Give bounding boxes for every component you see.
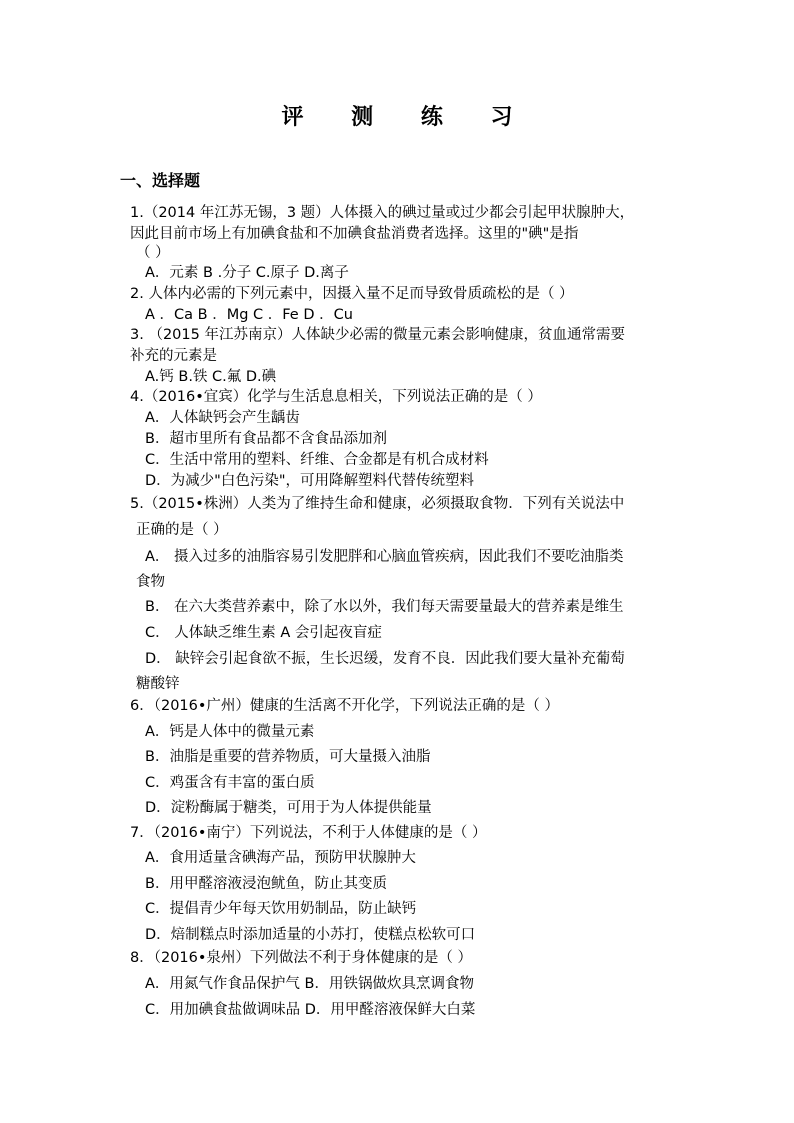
q8-options-ab: A．用氮气作食品保护气 B．用铁锅做炊具烹调食物 (145, 976, 474, 992)
q3-options: A.钙 B.铁 C.氟 D.碘 (145, 369, 277, 385)
q6-option-c: C．鸡蛋含有丰富的蛋白质 (145, 775, 315, 791)
page-title: 评 测 练 习 (281, 105, 533, 130)
q5-stem-line-1: 5.（2015•株洲）人类为了维持生命和健康，必须摄取食物．下列有关说法中 (130, 496, 625, 512)
q6-stem: 6．（2016•广州）健康的生活离不开化学，下列说法正确的是（ ） (130, 698, 560, 714)
q7-option-a: A．食用适量含碘海产品，预防甲状腺肿大 (145, 850, 416, 866)
q7-stem: 7．（2016•南宁）下列说法，不利于人体健康的是（ ） (130, 825, 487, 841)
q5-option-b: B． 在六大类营养素中，除了水以外，我们每天需要量最大的营养素是维生 (145, 599, 624, 615)
q5-option-a-line-2: 食物 (136, 574, 165, 590)
q4-option-c: C．生活中常用的塑料、纤维、合金都是有机合成材料 (145, 452, 489, 468)
q7-option-d: D．焙制糕点时添加适量的小苏打，使糕点松软可口 (145, 927, 476, 943)
q7-option-b: B．用甲醛溶液浸泡鱿鱼，防止其变质 (145, 876, 387, 892)
q2-stem: 2. 人体内必需的下列元素中，因摄入量不足而导致骨质疏松的是（ ） (130, 286, 574, 302)
q5-option-d-line-2: 糖酸锌 (136, 676, 180, 692)
q1-stem-line-2: 因此目前市场上有加碘食盐和不加碘食盐消费者选择。这里的"碘"是指 (130, 226, 579, 242)
q1-options: A．元素 B .分子 C.原子 D.离子 (145, 265, 349, 281)
q2-options: A ．Ca B ．Mg C ．Fe D ．Cu (145, 307, 353, 323)
q4-option-a: A．人体缺钙会产生龋齿 (145, 410, 300, 426)
q3-stem-line-1: 3. （2015 年江苏南京）人体缺少必需的微量元素会影响健康，贫血通常需要 (130, 327, 625, 343)
q4-option-d: D．为减少"白色污染"，可用降解塑料代替传统塑料 (145, 473, 475, 489)
q6-option-a: A．钙是人体中的微量元素 (145, 724, 315, 740)
q5-option-a-line-1: A． 摄入过多的油脂容易引发肥胖和心脑血管疾病，因此我们不要吃油脂类 (145, 549, 624, 565)
q4-option-b: B．超市里所有食品都不含食品添加剂 (145, 431, 387, 447)
q1-stem-line-1: 1.（2014 年江苏无锡，3 题）人体摄入的碘过量或过少都会引起甲状腺肿大， (130, 205, 635, 221)
q3-stem-line-2: 补充的元素是 (130, 348, 217, 364)
q4-stem: 4.（2016•宜宾）化学与生活息息相关，下列说法正确的是（ ） (130, 389, 542, 405)
q8-options-cd: C．用加碘食盐做调味品 D．用甲醛溶液保鲜大白菜 (145, 1002, 476, 1018)
q7-option-c: C．提倡青少年每天饮用奶制品，防止缺钙 (145, 901, 417, 917)
q5-option-d-line-1: D． 缺锌会引起食欲不振，生长迟缓，发育不良．因此我们要大量补充葡萄 (145, 651, 625, 667)
q6-option-d: D．淀粉酶属于糖类，可用于为人体提供能量 (145, 800, 432, 816)
q6-option-b: B．油脂是重要的营养物质，可大量摄入油脂 (145, 749, 431, 765)
q1-answer-blank: （ ） (136, 245, 170, 261)
q5-stem-line-2: 正确的是（ ） (136, 522, 228, 538)
section-heading: 一、选择题 (120, 171, 201, 190)
q5-option-c: C． 人体缺乏维生素 A 会引起夜盲症 (145, 625, 382, 641)
q8-stem: 8．（2016•泉州）下列做法不利于身体健康的是（ ） (130, 950, 473, 966)
